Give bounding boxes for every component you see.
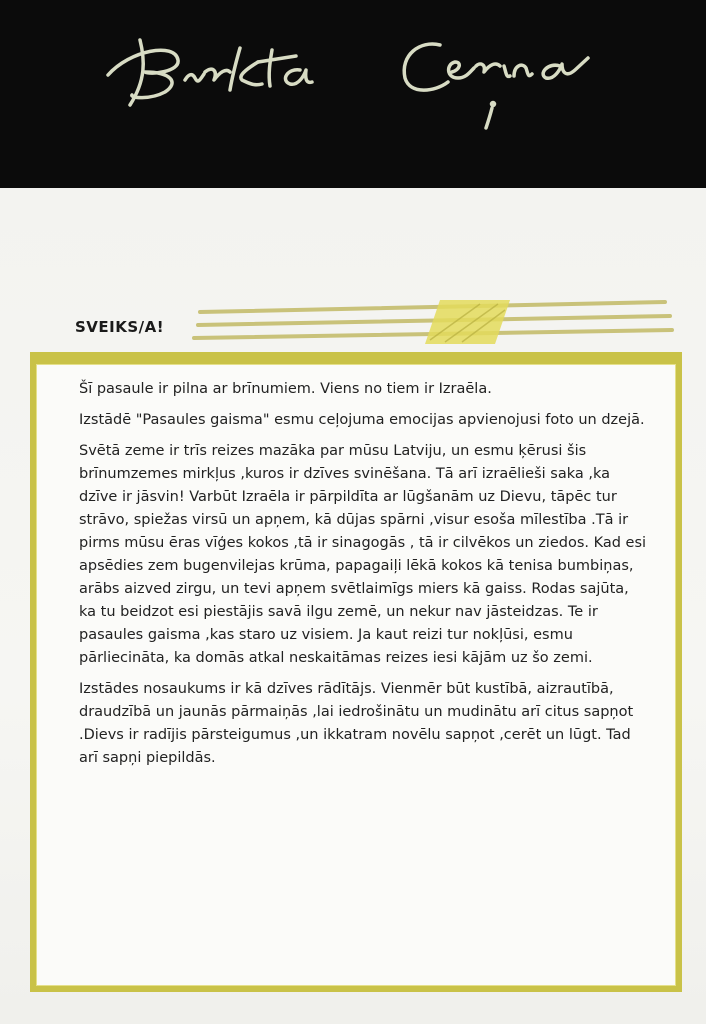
greeting-heading: SVEIKS/A! bbox=[75, 318, 165, 336]
paragraph-3: Svētā zeme ir trīs reizes mazāka par mūsu Latviju, un esmu ķērusi šis brīnumzemes mirkļus ,kuros ir dzīves svinēšana. Tā arī izraēlieši saka ,ka dzīve ir jāsvin! Varbūt Izraēla ir pārpildīta ar lūgšanām uz Dievu, tāpēc tur strāvo, spiežas virsū un apņem, kā dūjas spārni ,visur esoša mīlestība .Tā ir pirms mūsu ēras vīģes kokos ,tā ir sinagogās , tā ir cilvēkos un ziedos. Kad esi apsēdies zem bugenvilejas krūma, papagaiļi lēkā kokos kā tenisa bumbiņas, arābs aizved zirgu, un tevi apņem svētlaimīgs miers kā gaiss. Rodas sajūta, ka tu beidzot esi piestājis savā ilgu zemē, un nekur nav jāsteidzas. Te ir pasaules gaisma ,kas staro uz visiem. Ja kaut reizi tur nokļūsi, esmu pārliecināta, ka domās atkal neskaitāmas reizes iesi kājām uz šo zemi. bbox=[79, 443, 647, 666]
body-text bbox=[79, 378, 649, 778]
paragraph-2: Izstādē "Pasaules gaisma" esmu ceļojuma emocijas apvienojusi foto un dzejā. bbox=[79, 412, 645, 428]
handwritten-signature bbox=[0, 0, 706, 188]
decorative-lines bbox=[0, 290, 706, 360]
paragraph-1: Šī pasaule ir pilna ar brīnumiem. Viens no tiem ir Izraēla. bbox=[79, 381, 492, 397]
paragraph-4: Izstādes nosaukums ir kā dzīves rādītājs. Vienmēr būt kustībā, aizrautībā, draudzībā un jaunās pārmaiņās ,lai iedrošinātu un mudinātu arī citus sapņot .Dievs ir radījis pārsteigumus ,un ikkatram novēlu sapņot ,cerēt un lūgt. Tad arī sapņi piepildās. bbox=[79, 681, 634, 766]
